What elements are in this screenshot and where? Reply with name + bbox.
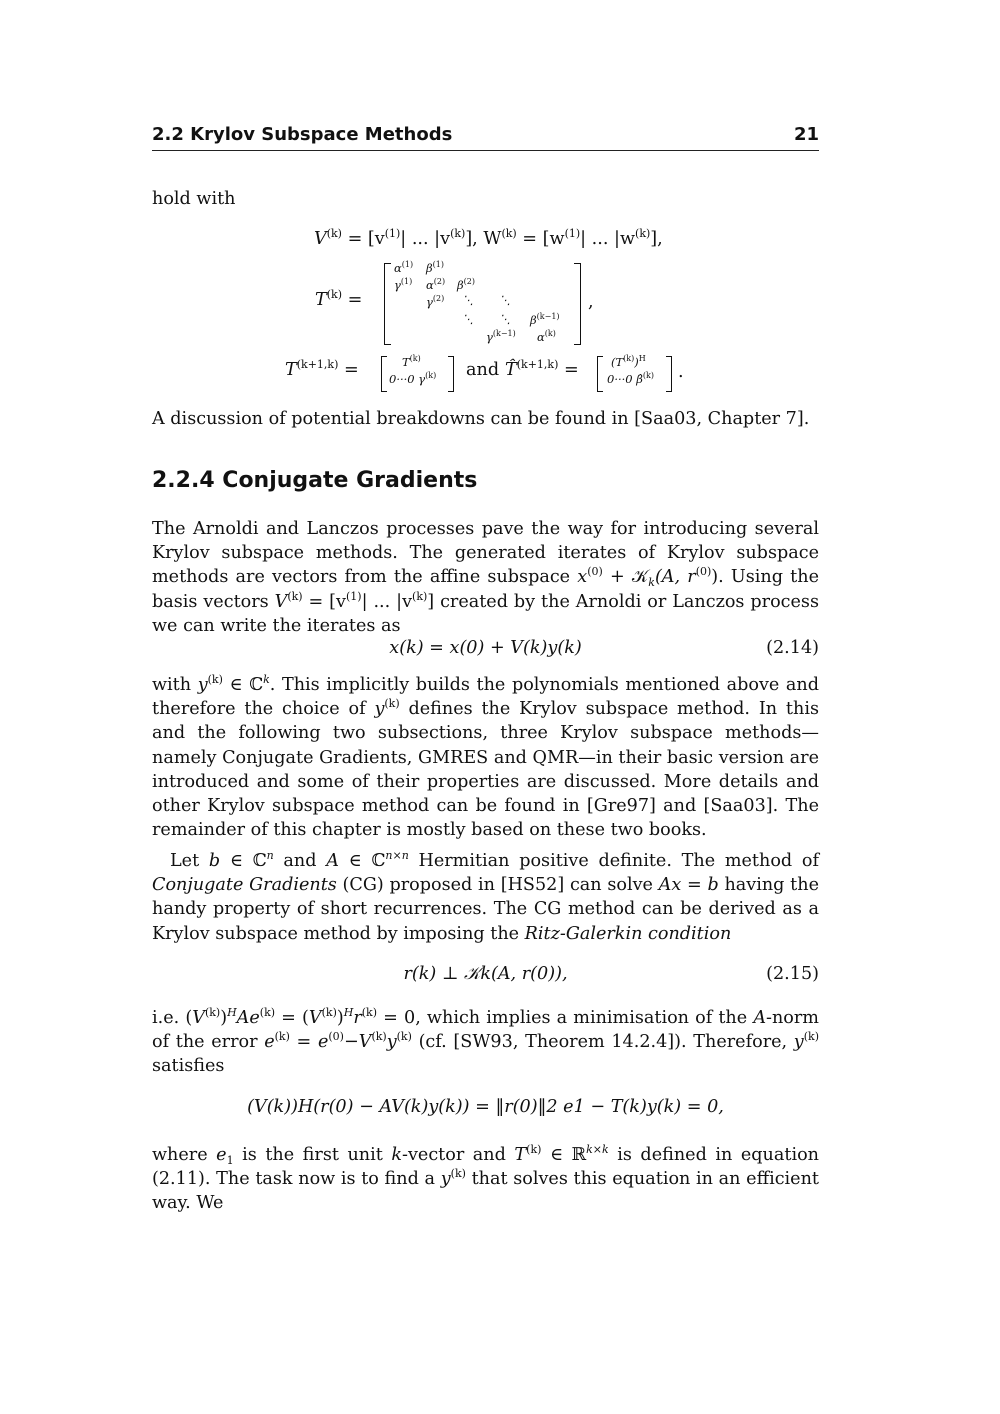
paragraph-3: Let b ∈ ℂ$^n$ and A ∈ ℂ$^{n\times n}$ Hermitian positive definite. The method of Conjugate Gradients (CG) proposed in [HS52] can solve Ax = b having the handy property of short recurrences. The CG method can be derived as a Krylov subspace method by imposing the Ritz-Galerkin condition xyxy=(152,849,819,944)
equation-satisfies-body: (V(k))H(r(0) − AV(k)y(k)) = ‖r(0)‖2 e1 − T(k)y(k) = 0, xyxy=(247,1097,724,1117)
paragraph-2: with $y^{(k)}$ ∈ ℂ$^k$. This implicitly builds the polynomials mentioned above and therefore the choice of $y^{(k)}$ defines the Krylov subspace method. In this and the following two subsections, three Krylov subspace methods—namely Conjugate Gradients, GMRES and QMR—in their basic version are introduced and some of their properties are discussed. More details and other Krylov subspace method can be found in [Gre97] and [Saa03]. The remainder of this chapter is mostly based on these two books. xyxy=(152,673,820,841)
equation-2-15-number: (2.15) xyxy=(766,964,819,984)
equation-2-15 xyxy=(152,964,819,992)
entry-beta-k-1: $\beta^{(k-1)}$ xyxy=(530,312,560,327)
dots-3: ⋱ xyxy=(462,312,474,326)
t-matrix-lhs: $T^{(k)}$ = xyxy=(315,288,363,310)
small-zeros-gamma: 0···0 $\gamma^{(k)}$ xyxy=(389,371,437,386)
equation-2-15-body: r(k) ⊥ 𝒦k(A, r(0)), xyxy=(403,964,568,984)
hold-with-text: hold with xyxy=(152,189,236,209)
dots-1: ⋱ xyxy=(462,293,474,307)
equation-2-14-number: (2.14) xyxy=(766,638,819,658)
t-matrix-comma: , xyxy=(588,292,594,312)
entry-gamma2: $\gamma^{(2)}$ xyxy=(426,294,445,309)
t-k1-lhs: $T^{(k+1,k)}$ = xyxy=(285,358,359,380)
right-bracket-hat xyxy=(666,356,672,392)
page-number: 21 xyxy=(793,124,819,145)
dots-4: ⋱ xyxy=(499,312,511,326)
entry-alpha1: $\alpha^{(1)}$ xyxy=(394,260,414,275)
entry-alpha-k: $\alpha^{(k)}$ xyxy=(537,329,556,344)
small-th-entry: $(T^{(k)})^H$ xyxy=(611,354,646,369)
right-bracket xyxy=(574,263,581,345)
equation-v-w: $V^{(k)} = [v^{(1)}|$ ... $|v^{(k)}$], $W^{(k)} = [w^{(1)}|$ ... $|w^{(k)}$], xyxy=(314,227,663,249)
left-bracket xyxy=(384,263,391,345)
equation-satisfies xyxy=(152,1097,819,1125)
entry-beta2: $\beta^{(2)}$ xyxy=(457,277,475,292)
paragraph-4: i.e. $(V^{(k)})^HAe^{(k)} = (V^{(k)})^Hr^{(k)} = 0$, which implies a minimisation of the A-norm of the error $e^{(k)} = e^{(0)}-V^{(k)}y^{(k)}$ (cf. [SW93, Theorem 14.2.4]). Therefore, $y^{(k)}$ satisfies xyxy=(152,1006,819,1077)
entry-gamma-k-1: $\gamma^{(k-1)}$ xyxy=(486,329,516,344)
left-bracket-small xyxy=(381,356,387,392)
dots-2: ⋱ xyxy=(499,293,511,307)
entry-alpha2: $\alpha^{(2)}$ xyxy=(426,277,446,292)
paragraph-5: where $e_1$ is the first unit k-vector and $T^{(k)}$ ∈ ℝ$^{k\times k}$ is defined in equation (2.11). The task now is to find a $y^{(k)}$ that solves this equation in an efficient way. We xyxy=(152,1143,819,1214)
entry-beta1: $\beta^{(1)}$ xyxy=(426,260,444,275)
left-bracket-hat xyxy=(597,356,603,392)
right-bracket-small xyxy=(448,356,454,392)
paragraph-1: The Arnoldi and Lanczos processes pave the way for introducing several Krylov subspace methods. The generated iterates of Krylov subspace methods are vectors from the affine subspace $x^{(0)}$ + 𝒦$_k$(A, $r^{(0)}$). Using the basis vectors $V^{(k)} = [v^{(1)}|$ ... $|v^{(k)}$] created by the Arnoldi or Lanczos process we can write the iterates as xyxy=(152,519,819,636)
breakdown-text: A discussion of potential breakdowns can be found in [Saa03, Chapter 7]. xyxy=(152,409,810,429)
small-t-entry: $T^{(k)}$ xyxy=(402,354,421,369)
section-heading: 2.2.4 Conjugate Gradients xyxy=(152,468,478,493)
equation-2-14 xyxy=(152,638,819,666)
that-period: . xyxy=(678,362,684,382)
equation-2-14-body: x(k) = x(0) + V(k)y(k) xyxy=(389,638,582,658)
that-lhs: T̂$^{(k+1,k)}$ = xyxy=(505,358,579,380)
entry-gamma1: $\gamma^{(1)}$ xyxy=(394,277,413,292)
small-zeros-beta: 0···0 β̂$^{(k)}$ xyxy=(607,371,654,386)
section-title: 2.2 Krylov Subspace Methods xyxy=(152,124,453,145)
and-word: and xyxy=(466,360,500,380)
running-head xyxy=(152,124,819,151)
